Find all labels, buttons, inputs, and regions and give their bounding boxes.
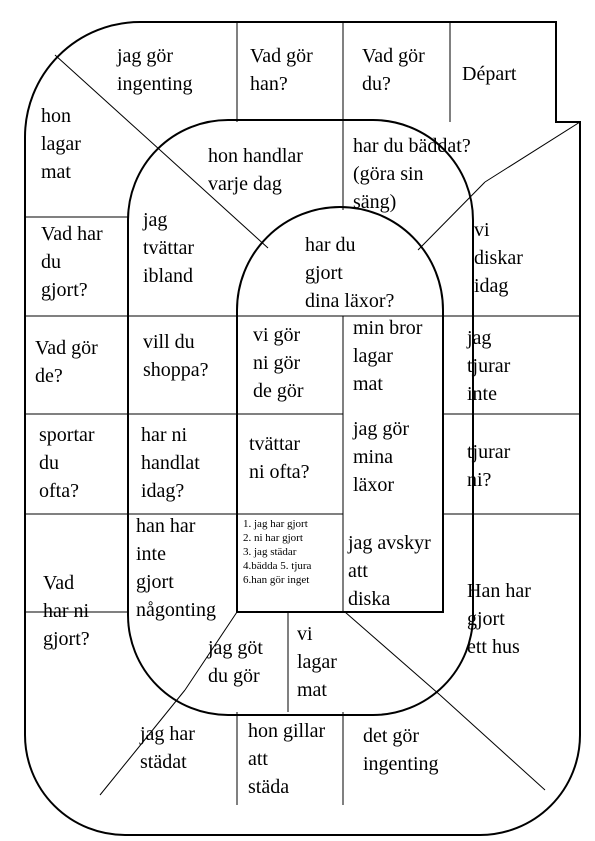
start-space: Départ [462, 63, 517, 85]
space-outer-left-4: sportar du ofta? [39, 424, 95, 502]
space-middle-right-3: jag avskyr att diska [348, 532, 431, 610]
space-middle-left-1: jag tvättar ibland [143, 209, 195, 287]
space-outer-bottom-3: det gör ingenting [363, 725, 439, 775]
space-outer-left-2: Vad har du gjort? [41, 223, 103, 301]
space-inner-top: har du gjort dina läxor? [305, 234, 395, 312]
space-middle-left-3: har ni handlat idag? [141, 424, 200, 502]
space-outer-left-3: Vad gör de? [35, 337, 98, 387]
space-middle-top-1: hon handlar varje dag [208, 145, 303, 195]
space-outer-right-1: vi diskar idag [474, 219, 523, 297]
space-middle-top-2: har du bäddat? (göra sin säng) [353, 135, 471, 213]
space-middle-bottom-1: jag göt du gör [208, 637, 263, 687]
space-middle-left-4: han har inte gjort någonting [136, 515, 216, 621]
space-middle-left-2: vill du shoppa? [143, 331, 209, 381]
space-outer-left-5: Vad har ni gjort? [43, 572, 90, 650]
space-outer-bottom-2: hon gillar att städa [248, 720, 326, 798]
space-outer-top-3: Vad gör du? [362, 45, 425, 95]
legend-list: 1. jag har gjort 2. ni har gjort 3. jag städar 4.bädda 5. tjura 6.han gör inget [243, 518, 312, 586]
space-outer-bottom-1: jag har städat [140, 723, 195, 773]
space-inner-2: tvättar ni ofta? [249, 433, 310, 483]
space-middle-right-1: min bror lagar mat [353, 317, 423, 395]
space-outer-right-2: jag tjurar inte [467, 327, 511, 405]
space-outer-top-2: Vad gör han? [250, 45, 313, 95]
space-outer-top-1: jag gör ingenting [117, 45, 193, 95]
space-middle-bottom-2: vi lagar mat [297, 623, 337, 701]
space-outer-right-3: tjurar ni? [467, 441, 511, 491]
space-outer-right-4: Han har gjort ett hus [467, 580, 531, 658]
space-outer-left-1: hon lagar mat [41, 105, 81, 183]
space-middle-right-2: jag gör mina läxor [353, 418, 410, 496]
space-inner-1: vi gör ni gör de gör [253, 324, 304, 402]
